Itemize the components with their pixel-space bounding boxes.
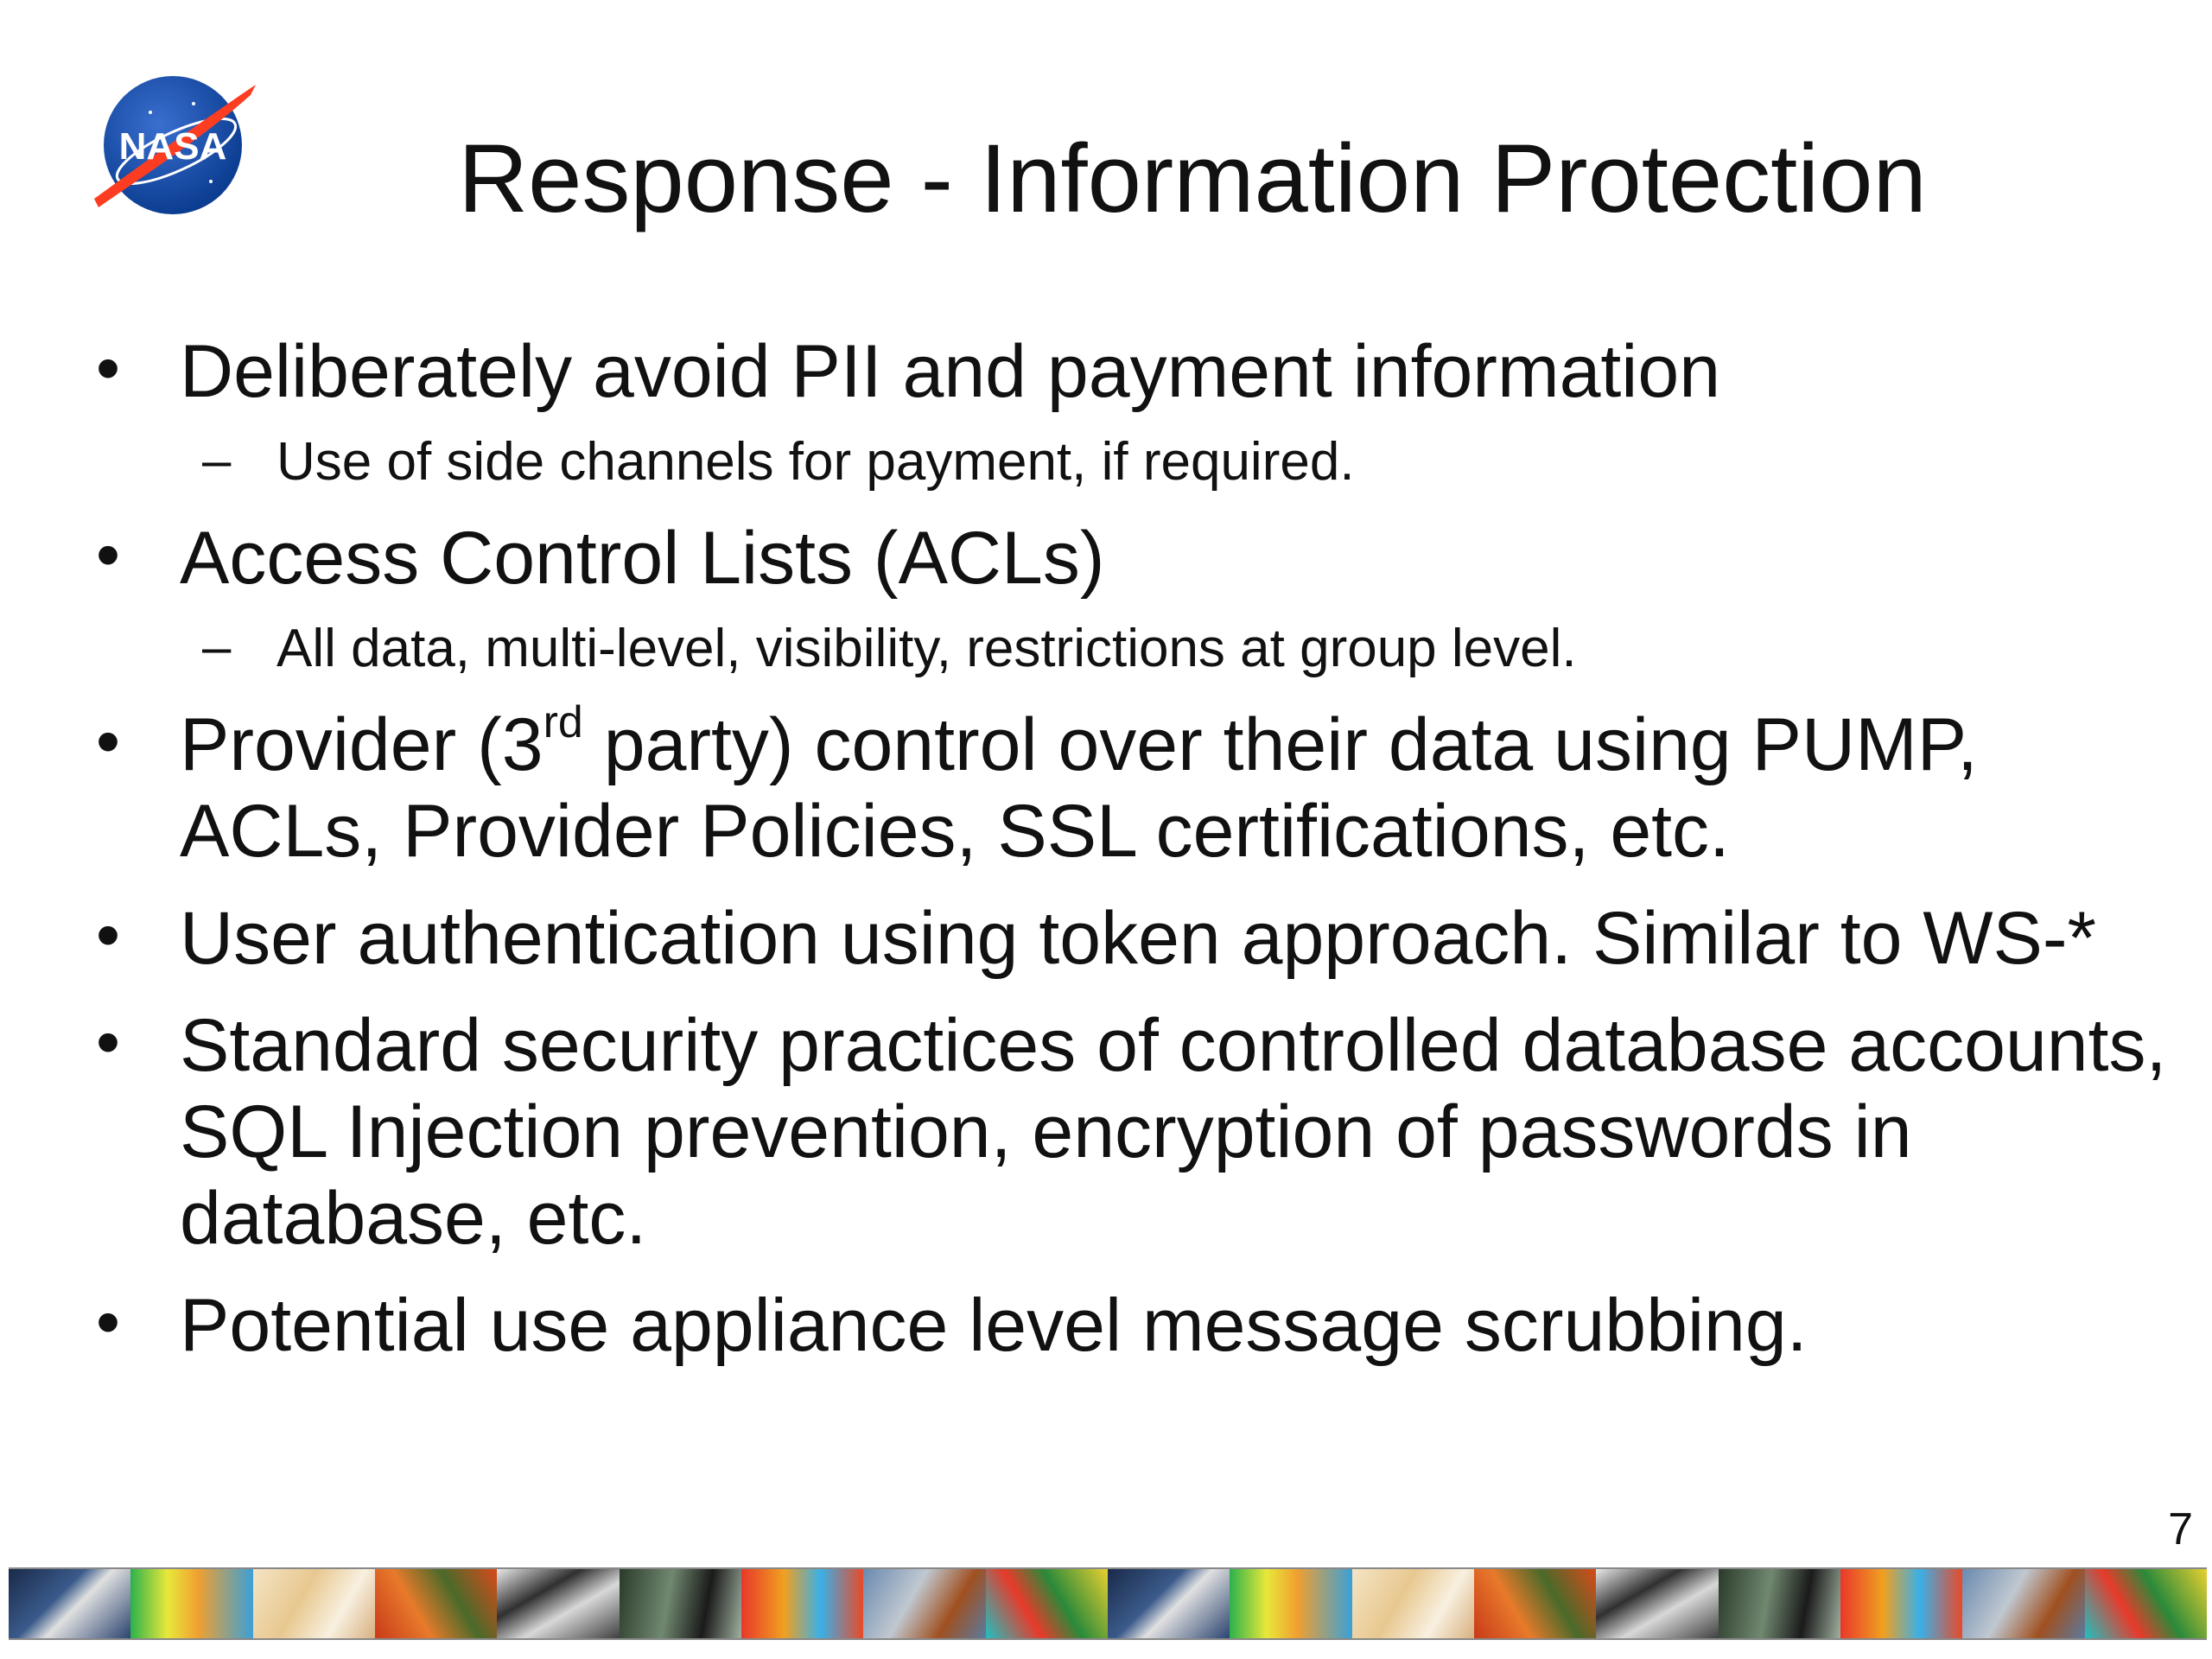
bullet-text: ACLs, Provider Policies, SSL certifications, etc. <box>180 790 1730 873</box>
earth-imagery-tile <box>986 1569 1108 1638</box>
earth-imagery-tile <box>375 1569 497 1638</box>
slide-title: Response - Information Protection <box>458 124 1927 232</box>
bullet-text: User authentication using token approach. Similar to WS-* <box>180 897 2096 980</box>
earth-imagery-tile <box>130 1569 252 1638</box>
earth-imagery-tile <box>253 1569 375 1638</box>
bullet-icon: • <box>95 516 120 593</box>
earth-imagery-tile <box>1962 1569 2084 1638</box>
earth-imagery-tile <box>620 1569 741 1638</box>
earth-imagery-tile <box>1352 1569 1474 1638</box>
earth-imagery-tile <box>1719 1569 1840 1638</box>
bullet-text: Deliberately avoid PII and payment information <box>180 330 1721 413</box>
page-number: 7 <box>2168 1504 2193 1554</box>
earth-imagery-tile <box>1840 1569 1962 1638</box>
sub-bullet-text: All data, multi-level, visibility, restrictions at group level. <box>276 619 1577 678</box>
earth-imagery-tile <box>741 1569 863 1638</box>
bullet-text: Provider (3rd party) control over their data using PUMP, <box>180 697 1978 786</box>
earth-imagery-tile <box>497 1569 619 1638</box>
dash-icon: – <box>202 431 232 489</box>
earth-imagery-tile <box>1108 1569 1230 1638</box>
sub-bullet-text: Use of side channels for payment, if required. <box>276 432 1355 492</box>
bullet-icon: • <box>95 1283 120 1360</box>
bullet-icon: • <box>95 1003 120 1080</box>
earth-imagery-tile <box>9 1569 130 1638</box>
earth-imagery-tile <box>1474 1569 1596 1638</box>
bullet-text: Access Control Lists (ACLs) <box>180 517 1105 600</box>
earth-imagery-tile <box>1596 1569 1718 1638</box>
imagery-strip <box>9 1567 2207 1640</box>
bullet-icon: • <box>95 896 120 973</box>
bullet-icon: • <box>95 702 120 779</box>
earth-imagery-tile <box>2085 1569 2207 1638</box>
nasa-logo-text: NASA <box>118 125 227 168</box>
dash-icon: – <box>202 618 232 676</box>
bullet-text: database, etc. <box>180 1177 647 1260</box>
bullet-text: SQL Injection prevention, encryption of passwords in <box>180 1090 1912 1173</box>
bullet-text: Potential use appliance level message scrubbing. <box>180 1284 1808 1367</box>
earth-imagery-tile <box>863 1569 985 1638</box>
bullet-text: Standard security practices of controlled database accounts, <box>180 1004 2167 1087</box>
earth-imagery-tile <box>1230 1569 1351 1638</box>
bullet-icon: • <box>95 329 120 406</box>
